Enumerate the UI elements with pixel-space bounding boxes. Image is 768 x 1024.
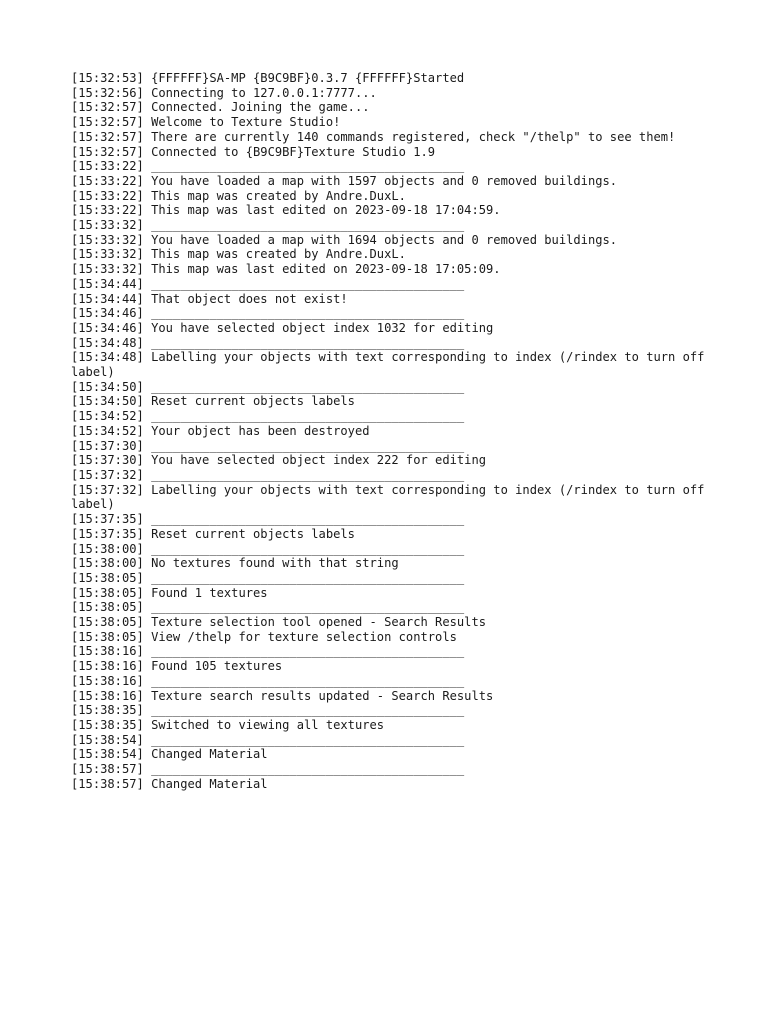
log-line: [15:38:54] Changed Material: [71, 747, 268, 762]
log-line: [15:37:35] ___________________________________________: [71, 512, 465, 527]
log-line: [15:33:32] You have loaded a map with 1694 objects and 0 removed buildings.: [71, 232, 618, 247]
log-line: [15:38:35] ___________________________________________: [71, 703, 465, 718]
log-line: [15:38:05] View /thelp for texture selection controls: [71, 629, 457, 644]
log-line: [15:33:22] This map was created by Andre.DuxL.: [71, 188, 406, 203]
log-line: [15:34:48] ___________________________________________: [71, 335, 465, 350]
log-line: [15:37:32] Labelling your objects with text corresponding to index (/rindex to turn off label): [71, 482, 712, 512]
log-line: [15:34:48] Labelling your objects with text corresponding to index (/rindex to turn off label): [71, 350, 712, 380]
log-line: [15:38:05] ___________________________________________: [71, 570, 465, 585]
log-line: [15:34:52] Your object has been destroyed: [71, 423, 370, 438]
log-line: [15:32:53] {FFFFFF}SA-MP {B9C9BF}0.3.7 {FFFFFF}Started: [71, 71, 465, 85]
log-line: [15:38:57] Changed Material: [71, 776, 268, 791]
log-line: [15:38:05] Texture selection tool opened - Search Results: [71, 615, 487, 630]
log-line: [15:33:22] This map was last edited on 2023-09-18 17:04:59.: [71, 203, 501, 218]
log-line: [15:33:22] You have loaded a map with 1597 objects and 0 removed buildings.: [71, 173, 618, 188]
log-line: [15:33:32] ___________________________________________: [71, 218, 465, 233]
chat-log: [71, 71, 711, 791]
log-line: [15:33:32] This map was last edited on 2023-09-18 17:05:09.: [71, 262, 501, 277]
log-line: [15:38:16] ___________________________________________: [71, 673, 465, 688]
log-line: [15:37:30] ___________________________________________: [71, 438, 465, 453]
log-line: [15:32:57] There are currently 140 commands registered, check "/thelp" to see them!: [71, 129, 676, 144]
log-line: [15:32:57] Welcome to Texture Studio!: [71, 115, 341, 130]
log-line: [15:34:52] ___________________________________________: [71, 409, 465, 424]
log-line: [15:34:50] ___________________________________________: [71, 379, 465, 394]
log-line: [15:34:46] You have selected object index 1032 for editing: [71, 320, 494, 335]
log-line: [15:38:16] ___________________________________________: [71, 644, 465, 659]
log-line: [15:37:35] Reset current objects labels: [71, 526, 355, 541]
log-line: [15:38:16] Found 105 textures: [71, 659, 283, 674]
log-line: [15:37:32] ___________________________________________: [71, 467, 465, 482]
log-line: [15:32:57] Connected. Joining the game...: [71, 100, 370, 115]
log-line: [15:38:35] Switched to viewing all textures: [71, 717, 385, 732]
log-line: [15:33:22] ___________________________________________: [71, 159, 465, 174]
log-line: [15:37:30] You have selected object index 222 for editing: [71, 453, 487, 468]
log-line: [15:32:56] Connecting to 127.0.0.1:7777...: [71, 85, 377, 100]
log-line: [15:38:05] Found 1 textures: [71, 585, 268, 600]
log-line: [15:38:57] ___________________________________________: [71, 762, 465, 777]
log-line: [15:34:50] Reset current objects labels: [71, 394, 355, 409]
log-line: [15:38:16] Texture search results updated - Search Results: [71, 688, 494, 703]
log-line: [15:34:44] ___________________________________________: [71, 276, 465, 291]
log-line: [15:38:00] No textures found with that string: [71, 556, 399, 571]
log-line: [15:38:00] ___________________________________________: [71, 541, 465, 556]
log-line: [15:34:46] ___________________________________________: [71, 306, 465, 321]
log-line: [15:38:05] ___________________________________________: [71, 600, 465, 615]
log-line: [15:38:54] ___________________________________________: [71, 732, 465, 747]
log-line: [15:32:57] Connected to {B9C9BF}Texture Studio 1.9: [71, 144, 436, 159]
log-line: [15:34:44] That object does not exist!: [71, 291, 348, 306]
log-line: [15:33:32] This map was created by Andre.DuxL.: [71, 247, 406, 262]
